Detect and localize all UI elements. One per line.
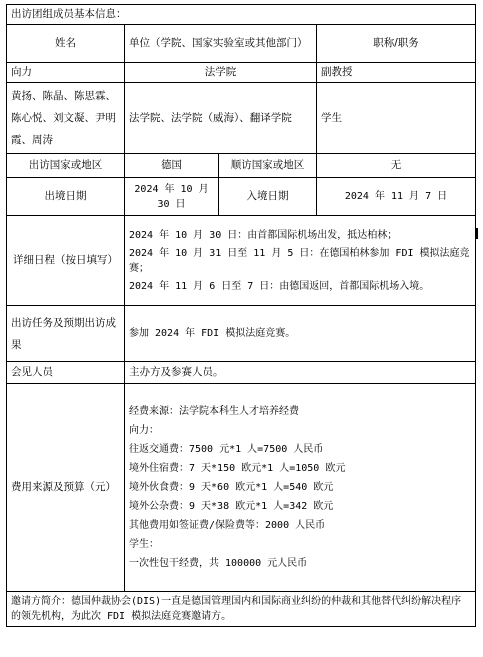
- title-header: 职称/职务: [317, 25, 476, 63]
- dates-row: [7, 178, 476, 216]
- funding-label: 费用来源及预算（元）: [7, 384, 125, 592]
- member-title: 学生: [317, 83, 476, 154]
- destination-value: 德国: [125, 154, 219, 178]
- mission-label: 出访任务及预期出访成果: [7, 306, 125, 362]
- member-name: 黄扬、陈晶、陈思霖、陈心悦、刘文凝、尹明霞、周涛: [7, 83, 125, 154]
- funding-line: 境外住宿费：7 天*150 欧元*1 人=1050 欧元: [129, 463, 346, 474]
- member-unit: 法学院: [125, 63, 317, 83]
- info-table: [6, 4, 476, 627]
- entry-date-value: 2024 年 11 月 7 日: [317, 178, 476, 216]
- transit-value: 无: [317, 154, 476, 178]
- funding-row: [7, 384, 476, 592]
- text-cursor-mark: [476, 228, 478, 239]
- name-header: 姓名: [7, 25, 125, 63]
- funding-line: 一次性包干经费，共 100000 元人民币: [129, 558, 308, 569]
- member-row: [7, 63, 476, 83]
- schedule-item: 2024 年 10 月 30 日：由首都国际机场出发，抵达柏林；: [129, 229, 398, 241]
- entry-date-label: 入境日期: [219, 178, 317, 216]
- member-unit: 法学院、法学院（威海）、翻译学院: [125, 83, 317, 154]
- funding-line: 境外公杂费：9 天*38 欧元*1 人=342 欧元: [129, 501, 334, 512]
- section-header: 出访团组成员基本信息：: [7, 5, 476, 25]
- schedule-row: [7, 216, 476, 306]
- funding-line: 向力：: [129, 425, 159, 436]
- member-title: 副教授: [317, 63, 476, 83]
- exit-date-value: 2024 年 10 月 30 日: [125, 178, 219, 216]
- funding-line: 其他费用如签证费/保险费等：2000 人民币: [129, 520, 326, 531]
- unit-header: 单位（学院、国家实验室或其他部门）: [125, 25, 317, 63]
- funding-line: 经费来源：法学院本科生人才培养经费: [129, 406, 299, 417]
- funding-content: [125, 384, 476, 592]
- funding-line: 往返交通费：7500 元*1 人=7500 人民币: [129, 444, 324, 455]
- funding-line: 学生：: [129, 539, 159, 550]
- meet-row: [7, 362, 476, 384]
- exit-date-label: 出境日期: [7, 178, 125, 216]
- schedule-item: 2024 年 10 月 31 日至 11 月 5 日：在德国柏林参加 FDI 模拟法庭竞赛；: [129, 247, 470, 274]
- form-page: [6, 4, 475, 627]
- header-row: [7, 5, 476, 25]
- member-name: 向力: [7, 63, 125, 83]
- invitation-text: 邀请方简介：德国仲裁协会(DIS)一直是德国管理国内和国际商业纠纷的仲裁和其他替代纠纷解决程序的领先机构，为此次 FDI 模拟法庭竞赛邀请方。: [7, 592, 476, 627]
- transit-label: 顺访国家或地区: [219, 154, 317, 178]
- mission-value: 参加 2024 年 FDI 模拟法庭竞赛。: [125, 306, 476, 362]
- schedule-label: 详细日程（按日填写）: [7, 216, 125, 306]
- mission-row: [7, 306, 476, 362]
- destination-label: 出访国家或地区: [7, 154, 125, 178]
- destination-row: [7, 154, 476, 178]
- meet-label: 会见人员: [7, 362, 125, 384]
- invitation-row: [7, 592, 476, 627]
- member-header-row: [7, 25, 476, 63]
- schedule-item: 2024 年 11 月 6 日至 7 日：由德国返回，首都国际机场入境。: [129, 280, 430, 292]
- member-row: [7, 83, 476, 154]
- meet-value: 主办方及参赛人员。: [125, 362, 476, 384]
- funding-line: 境外伙食费：9 天*60 欧元*1 人=540 欧元: [129, 482, 334, 493]
- schedule-content: [125, 216, 476, 306]
